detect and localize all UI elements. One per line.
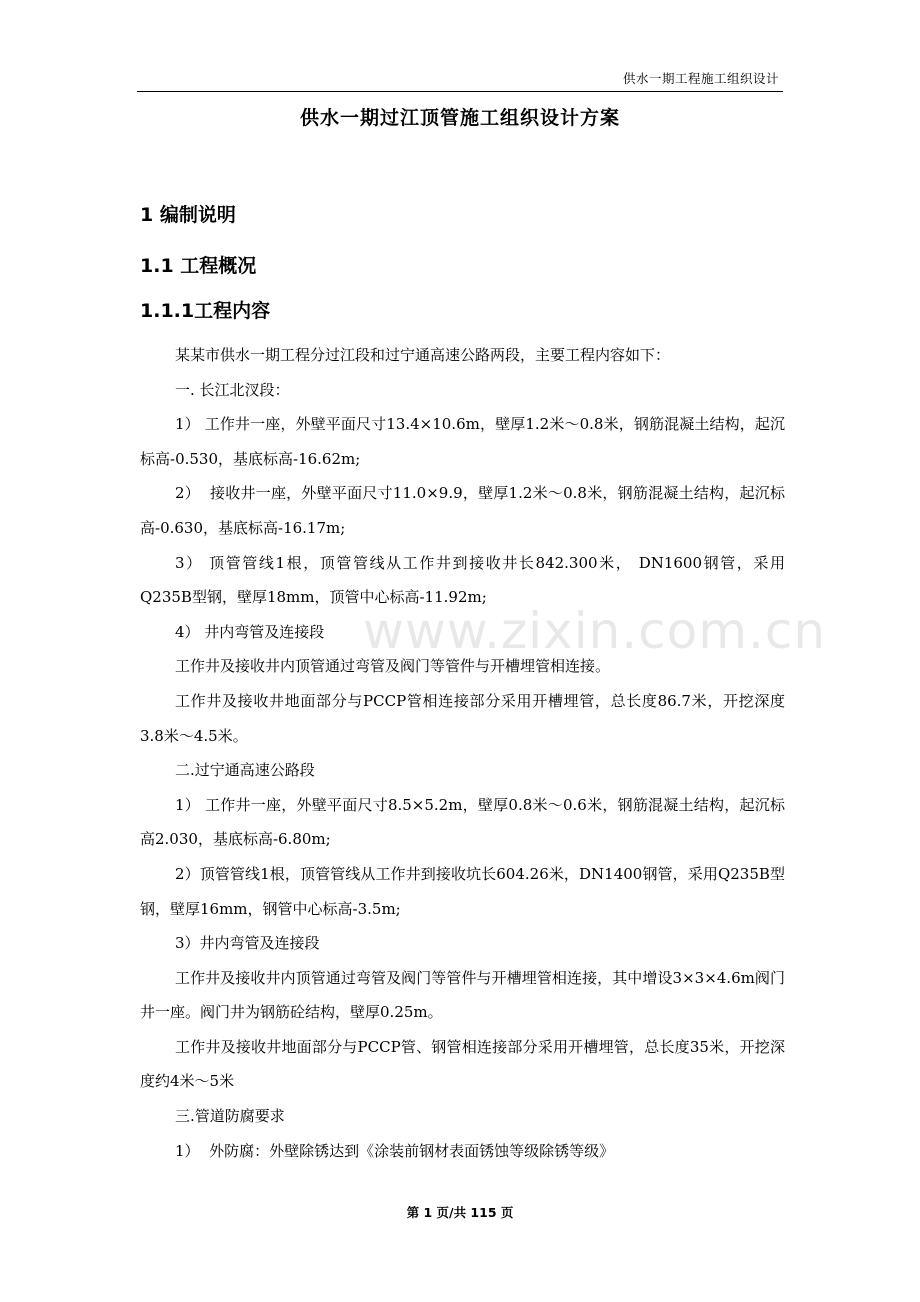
paragraph: 3） 顶管管线1根，顶管管线从工作井到接收井长842.300米， DN1600钢管，采用Q235B型钢，壁厚18mm，顶管中心标高-11.92m;	[140, 553, 785, 607]
page-footer: 第 1 页/共 115 页	[406, 1205, 514, 1220]
paragraph: 3）井内弯管及连接段	[175, 934, 320, 953]
paragraph: 1） 工作井一座，外壁平面尺寸13.4×10.6m，壁厚1.2米～0.8米，钢筋混凝土结构，起沉标高-0.530，基底标高-16.62m;	[140, 415, 785, 468]
running-header: 供水一期工程施工组织设计	[622, 71, 779, 86]
body-text	[140, 338, 785, 1168]
paragraph: 工作井及接收井内顶管通过弯管及阀门等管件与开槽埋管相连接。	[175, 657, 611, 676]
watermark: www.zixin.com.cn	[363, 602, 827, 660]
paragraph: 1） 外防腐：外壁除锈达到《涂装前钢材表面锈蚀等级除锈等级》	[175, 1141, 615, 1160]
paragraph: 二.过宁通高速公路段	[175, 761, 315, 780]
paragraph: 某某市供水一期工程分过江段和过宁通高速公路两段，主要工程内容如下：	[175, 346, 671, 364]
document-title: 供水一期过江顶管施工组织设计方案	[299, 107, 620, 129]
paragraph: 工作井及接收井地面部分与PCCP管、钢管相连接部分采用开槽埋管，总长度35米，开挖深度约4米～5米	[140, 1037, 785, 1091]
paragraph: 1） 工作井一座，外壁平面尺寸8.5×5.2m，壁厚0.8米～0.6米，钢筋混凝土结构，起沉标高2.030，基底标高-6.80m;	[140, 795, 785, 849]
paragraph: 2） 接收井一座，外壁平面尺寸11.0×9.9，壁厚1.2米～0.8米，钢筋混凝土结构，起沉标高-0.630，基底标高-16.17m;	[140, 484, 785, 537]
paragraph: 2）顶管管线1根，顶管管线从工作井到接收坑长604.26米，DN1400钢管，采用Q235B型钢，壁厚16mm，钢管中心标高-3.5m;	[140, 864, 785, 918]
heading-1-1: 1.1 工程概况	[140, 255, 257, 277]
paragraph: 一. 长江北汊段：	[175, 380, 290, 399]
heading-1-1-1: 1.1.1工程内容	[140, 300, 271, 322]
paragraph: 三.管道防腐要求	[175, 1107, 285, 1126]
paragraph: 4） 井内弯管及连接段	[175, 622, 325, 641]
heading-1: 1 编制说明	[140, 204, 236, 226]
header-rule	[137, 91, 783, 92]
paragraph: 工作井及接收井地面部分与PCCP管相连接部分采用开槽埋管，总长度86.7米，开挖深度3.8米～4.5米。	[140, 691, 785, 745]
paragraph: 工作井及接收井内顶管通过弯管及阀门等管件与开槽埋管相连接，其中增设3×3×4.6m阀门井一座。阀门井为钢筋砼结构，壁厚0.25m。	[140, 968, 785, 1022]
